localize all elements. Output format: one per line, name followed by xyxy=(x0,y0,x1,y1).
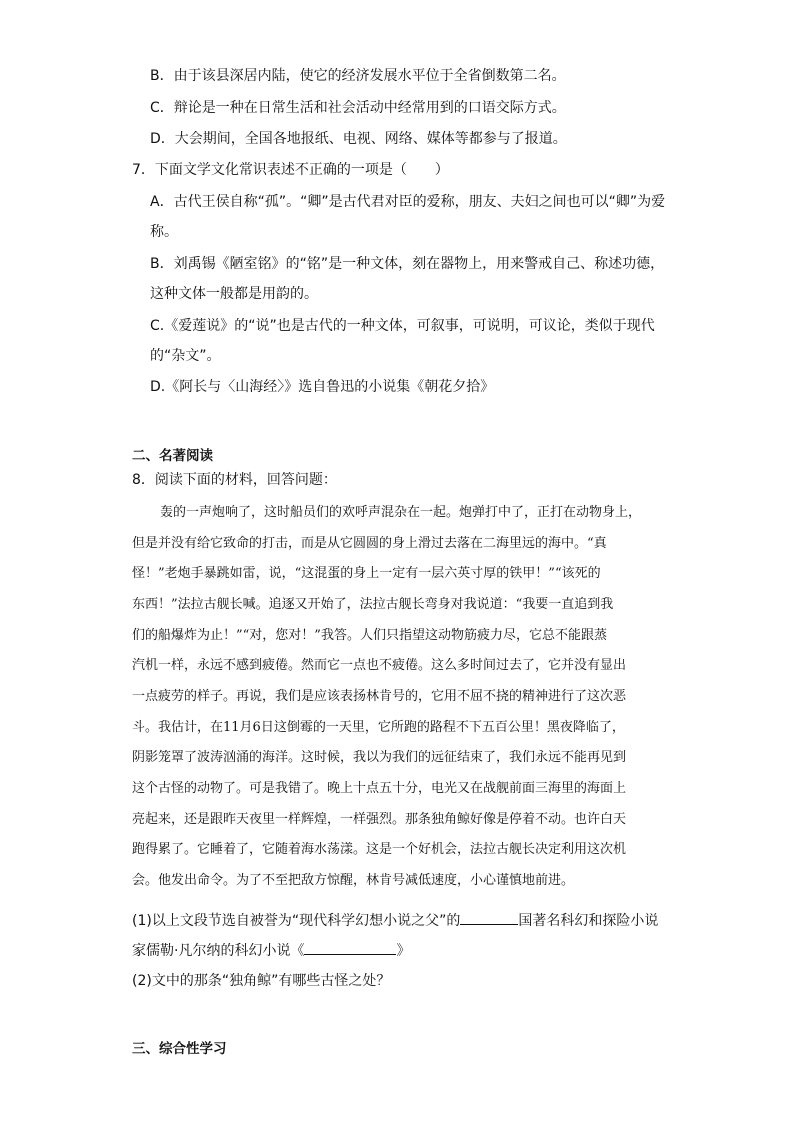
q8-sub1-line1 xyxy=(132,910,658,931)
q8-stem: 8．阅读下面的材料，回答问题： xyxy=(132,472,337,488)
passage-line: 轰的一声炮响了，这时船员们的欢呼声混杂在一起。炮弹打中了，正打在动物身上， xyxy=(160,505,642,520)
q7-option-a-line1: A．古代王侯自称“孤”。“卿”是古代君对臣的爱称，朋友、夫妇之间也可以“卿”为爱 xyxy=(150,194,666,210)
q7-option-d: D.《阿长与〈山海经〉》选自鲁迅的小说集《朝花夕拾》 xyxy=(150,379,495,395)
q8-sub2: (2)文中的那条“独角鲸”有哪些古怪之处？ xyxy=(132,973,391,989)
q6-option-d: D．大会期间，全国各地报纸、电视、网络、媒体等都参与了报道。 xyxy=(150,131,567,147)
passage-line: 怪！”老炮手暴跳如雷，说，“这混蛋的身上一定有一层六英寸厚的铁甲！”“该死的 xyxy=(132,566,601,581)
passage-line: 斗。我估计，在11月6日这倒霉的一天里，它所跑的路程不下五百公里！黑夜降临了， xyxy=(132,720,625,735)
passage-line: 汽机一样，永远不感到疲倦。然而它一点也不疲倦。这么多时间过去了，它并没有显出 xyxy=(132,658,627,673)
q7-option-b-line2: 这种文体一般都是用韵的。 xyxy=(150,286,318,302)
answer-blank-country[interactable] xyxy=(460,910,518,925)
q8-sub1-text-a: (1)以上文段节选自被誉为“现代科学幻想小说之父”的 xyxy=(132,913,461,929)
passage-line: 东西！”法拉古舰长喊。追逐又开始了，法拉古舰长弯身对我说道：“我要一直追到我 xyxy=(132,597,614,612)
answer-blank-novel[interactable] xyxy=(304,940,396,955)
passage-line: 跑得累了。它睡着了，它随着海水荡漾。这是一个好机会，法拉古舰长决定利用这次机 xyxy=(132,842,627,857)
q7-option-a-line2: 称。 xyxy=(150,224,178,240)
passage-line: 亮起来，还是跟昨天夜里一样辉煌，一样强烈。那条独角鲸好像是停着不动。也许白天 xyxy=(132,812,627,827)
q8-sub1-text-b: 国著名科幻和探险小说 xyxy=(518,913,659,929)
q8-sub1-text-d: 》 xyxy=(396,943,411,959)
q7-option-c-line1: C.《爱莲说》的“说”也是古代的一种文体，可叙事，可说明，可议论，类似于现代 xyxy=(150,318,655,334)
passage-line: 阴影笼罩了波涛汹涌的海洋。这时候，我以为我们的远征结束了，我们永远不能再见到 xyxy=(132,750,627,765)
q6-option-b: B．由于该县深居内陆，使它的经济发展水平位于全省倒数第二名。 xyxy=(150,68,566,84)
q6-option-c: C．辩论是一种在日常生活和社会活动中经常用到的口语交际方式。 xyxy=(150,100,566,116)
section-2-title: 二、名著阅读 xyxy=(132,448,213,464)
q7-stem: 7．下面文学文化常识表述不正确的一项是（ ） xyxy=(132,162,449,178)
passage-line: 一点疲劳的样子。再说，我们是应该表扬林肯号的，它用不屈不挠的精神进行了这次恶 xyxy=(132,689,627,704)
q8-sub1-line2 xyxy=(132,940,410,961)
q8-sub1-text-c: 家儒勒·凡尔纳的科幻小说《 xyxy=(132,943,305,959)
section-3-title: 三、综合性学习 xyxy=(132,1041,227,1057)
passage-line: 这个古怪的动物了。可是我错了。晚上十点五十分，电光又在战舰前面三海里的海面上 xyxy=(132,781,627,796)
passage-line: 但是并没有给它致命的打击，而是从它圆圆的身上滑过去落在二海里远的海中。“真 xyxy=(132,536,607,551)
q7-option-b-line1: B．刘禹锡《陋室铭》的“铭”是一种文体，刻在器物上，用来警戒自己、称述功德， xyxy=(150,256,665,272)
q7-option-c-line2: 的“杂文”。 xyxy=(150,348,221,364)
passage-line: 们的船爆炸为止！”“对，您对！”我答。人们只指望这动物筋疲力尽，它总不能跟蒸 xyxy=(132,628,607,643)
passage-line: 会。他发出命令。为了不至把敌方惊醒，林肯号减低速度，小心谨慎地前进。 xyxy=(132,873,575,888)
